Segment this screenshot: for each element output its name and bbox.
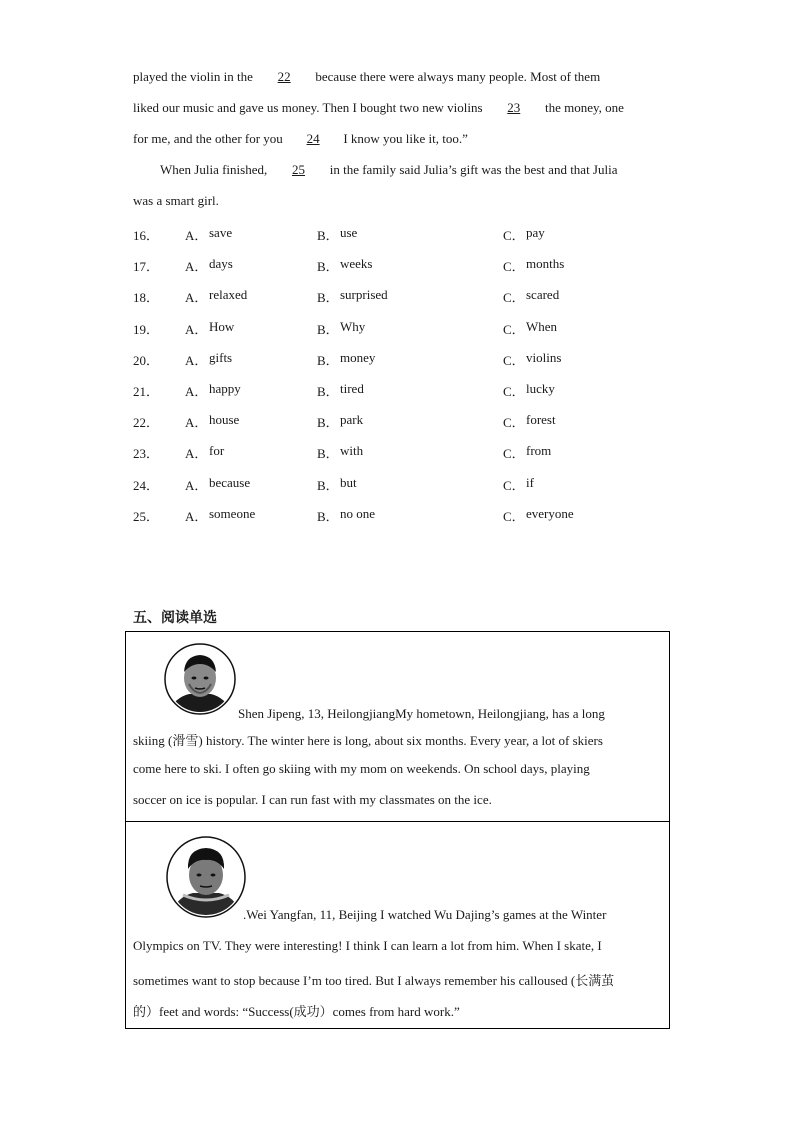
passage-line-4: [160, 162, 618, 178]
option-b-text: with: [340, 443, 364, 459]
option-b-label: B．: [317, 415, 339, 431]
option-b-label: B．: [317, 321, 339, 337]
passage-line-2: [133, 100, 624, 116]
option-c-text: from: [526, 443, 552, 459]
option-c-label: C．: [503, 321, 525, 337]
option-b-label: B．: [317, 259, 339, 275]
question-number: 17．: [133, 259, 160, 275]
question-row: [133, 256, 673, 276]
shen-line-2: skiing (滑雪) history. The winter here is long, about six months. Every year, a lot of skiers: [133, 733, 603, 748]
question-row: [133, 225, 673, 245]
blank-22: 22: [277, 69, 291, 84]
wei-line-4: 的）feet and words: “Success(成功）comes from hard work.”: [133, 1004, 460, 1019]
question-number: 18．: [133, 290, 160, 306]
question-number: 24．: [133, 477, 160, 493]
option-c-label: C．: [503, 352, 525, 368]
option-c-label: C．: [503, 384, 525, 399]
option-a-label: A．: [185, 508, 208, 524]
option-b-text: surprised: [340, 287, 388, 303]
option-c-label: C．: [503, 228, 525, 243]
option-a-label: A．: [185, 290, 208, 306]
option-c-label: C．: [503, 508, 525, 524]
option-b-text: but: [340, 474, 357, 490]
box-divider: [126, 821, 669, 822]
question-number: 25．: [133, 508, 160, 524]
option-c-text: everyone: [526, 505, 574, 521]
option-a-text: happy: [209, 381, 241, 396]
avatar-shen-jipeng: [163, 642, 237, 716]
option-b-text: Why: [340, 318, 366, 334]
question-row: [133, 475, 673, 495]
passage-line-3: [133, 131, 468, 147]
passage-text: I know you like it, too.”: [340, 131, 468, 146]
option-c-label: C．: [503, 446, 525, 462]
shen-line-1: Shen Jipeng, 13, HeilongjiangMy hometown, Heilongjiang, has a long: [238, 706, 605, 721]
section-title: 五、阅读单选: [133, 610, 217, 626]
passage-text: liked our music and gave us money. Then I bought two new violins: [133, 100, 486, 115]
option-a-label: A．: [185, 321, 208, 337]
option-a-text: save: [209, 225, 233, 240]
option-c-text: scared: [526, 287, 560, 303]
question-row: [133, 287, 673, 307]
option-a-text: relaxed: [209, 287, 248, 303]
wei-line-2: Olympics on TV. They were interesting! I think I can learn a lot from him. When I skate, I: [133, 938, 602, 953]
option-c-text: months: [526, 256, 565, 272]
option-a-label: A．: [185, 352, 208, 368]
option-a-label: A．: [185, 259, 208, 275]
passage-text: played the violin in the: [133, 69, 257, 84]
wei-line-1: .Wei Yangfan, 11, Beijing I watched Wu Dajing’s games at the Winter: [243, 907, 607, 922]
option-b-text: use: [340, 225, 358, 240]
question-number: 21．: [133, 384, 160, 399]
option-c-text: violins: [526, 349, 562, 365]
option-c-text: if: [526, 474, 534, 490]
passage-text: because there were always many people. Most of them: [312, 69, 601, 84]
question-row: [133, 381, 673, 401]
option-a-label: A．: [185, 228, 208, 243]
option-a-label: A．: [185, 384, 208, 399]
option-a-label: A．: [185, 477, 208, 493]
passage-text: for me, and the other for you: [133, 131, 287, 146]
option-c-label: C．: [503, 259, 525, 275]
passage-line-1: [133, 69, 600, 85]
shen-line-3: come here to ski. I often go skiing with my mom on weekends. On school days, playing: [133, 761, 590, 776]
option-b-label: B．: [317, 384, 339, 399]
option-a-label: A．: [185, 446, 208, 462]
option-c-label: C．: [503, 290, 525, 306]
passage-text: in the family said Julia’s gift was the best and that Julia: [326, 162, 618, 177]
option-b-text: tired: [340, 381, 364, 396]
passage-text: When Julia finished,: [160, 162, 271, 177]
option-b-label: B．: [317, 228, 339, 243]
option-c-text: lucky: [526, 381, 555, 396]
option-a-text: for: [209, 443, 225, 459]
option-a-text: How: [209, 318, 235, 334]
blank-24: 24: [306, 131, 320, 146]
blank-23: 23: [507, 100, 521, 115]
option-b-text: park: [340, 412, 364, 428]
shen-line-4: soccer on ice is popular. I can run fast with my classmates on the ice.: [133, 792, 492, 807]
blank-25: 25: [291, 162, 305, 177]
option-b-label: B．: [317, 446, 339, 462]
option-c-text: pay: [526, 225, 545, 240]
option-a-text: someone: [209, 505, 256, 521]
question-number: 16．: [133, 228, 160, 243]
option-c-label: C．: [503, 477, 525, 493]
option-b-label: B．: [317, 508, 339, 524]
option-a-text: house: [209, 412, 240, 428]
reading-box: [125, 631, 670, 1029]
option-b-text: no one: [340, 505, 376, 521]
option-a-text: gifts: [209, 349, 233, 365]
question-row: [133, 506, 673, 526]
wei-line-3: sometimes want to stop because I’m too tired. But I always remember his calloused (长满茧: [133, 973, 615, 988]
question-number: 19．: [133, 321, 160, 337]
option-b-label: B．: [317, 290, 339, 306]
option-b-label: B．: [317, 477, 339, 493]
option-a-text: days: [209, 256, 233, 272]
option-a-label: A．: [185, 415, 208, 431]
passage-text: the money, one: [541, 100, 624, 115]
question-row: [133, 350, 673, 370]
passage-line-5: was a smart girl.: [133, 193, 219, 208]
option-b-label: B．: [317, 352, 339, 368]
question-row: [133, 443, 673, 463]
option-b-text: money: [340, 349, 376, 365]
question-number: 20．: [133, 352, 160, 368]
question-row: [133, 412, 673, 432]
option-c-text: forest: [526, 412, 556, 428]
question-row: [133, 319, 673, 339]
avatar-wei-yangfan: [165, 835, 247, 919]
option-c-label: C．: [503, 415, 525, 431]
question-number: 22．: [133, 415, 160, 431]
question-number: 23．: [133, 446, 160, 462]
option-c-text: When: [526, 318, 558, 334]
option-a-text: because: [209, 474, 251, 490]
option-b-text: weeks: [340, 256, 373, 272]
